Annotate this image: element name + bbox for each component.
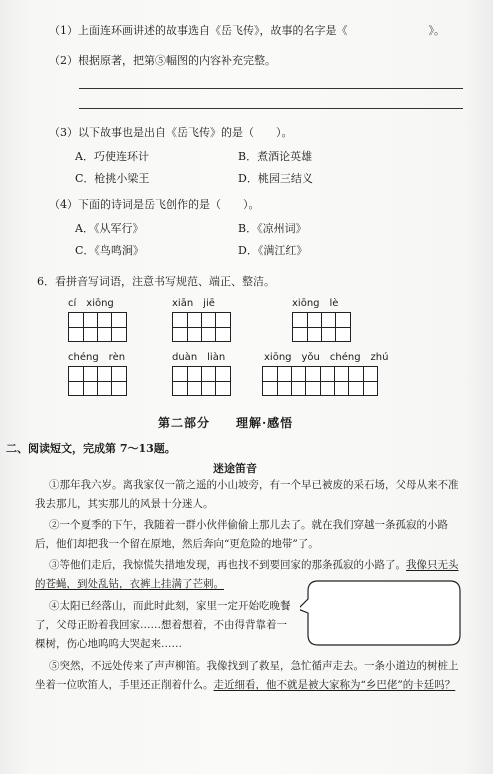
underlined-sentence-2: 走近细看，他不就是被大家称为“乡巴佬”的卡廷吗？ — [213, 679, 456, 691]
pinyin-2: xiān jiē — [172, 298, 215, 309]
char-cell[interactable] — [97, 312, 127, 342]
passage-title: 迷途笛音 — [213, 462, 257, 475]
q3-option-b[interactable]: B．煮酒论英雄 — [238, 150, 313, 163]
q4-option-a[interactable]: A．《从军行》 — [75, 222, 144, 235]
reading-heading: 二、阅读短文，完成第 7～13题。 — [6, 442, 176, 455]
paragraph-3: ③等他们走后，我惊慌失措地发现，再也找不到要回家的那条孤寂的小路了。我像只无头的苍蝇，到处乱钻，衣裤上挂满了芒刺。 — [35, 559, 459, 590]
pinyin-1: cí xiōng — [68, 298, 114, 309]
char-cell[interactable] — [201, 312, 231, 342]
answer-line-2[interactable] — [79, 108, 463, 109]
bubble-outline — [300, 581, 460, 645]
q3-option-a[interactable]: A．巧使连环计 — [75, 150, 149, 163]
pinyin-6: xiōng yǒu chéng zhú — [264, 352, 389, 363]
char-cell[interactable] — [97, 366, 127, 396]
char-grid-3[interactable] — [292, 312, 350, 342]
paragraph-2: ②一个夏季的下午，我随着一群小伙伴偷偷上那儿去了。就在我们穿越一条孤寂的小路后，他们却把我一个留在原地，然后奔向“更危险的地带”了。 — [35, 519, 448, 550]
char-cell[interactable] — [172, 312, 202, 342]
char-grid-4[interactable] — [68, 366, 126, 396]
char-cell[interactable] — [320, 366, 350, 396]
q3-option-d[interactable]: D．桃园三结义 — [238, 172, 313, 185]
question-2: （2）根据原著，把第⑤幅图的内容补充完整。 — [49, 54, 276, 67]
char-grid-6[interactable] — [262, 366, 377, 396]
paragraph-4: ④太阳已经落山，而此时此刻，家里一定开始吃晚餐了，父母正盼着我回家……想着想着，不由得背靠着一棵树，伤心地呜呜大哭起来…… — [35, 600, 291, 650]
char-cell[interactable] — [348, 366, 378, 396]
char-cell[interactable] — [172, 366, 202, 396]
char-grid-1[interactable] — [68, 312, 126, 342]
pinyin-3: xiōng lè — [292, 298, 339, 309]
part-2-title: 第二部分 理解·感悟 — [158, 416, 294, 430]
char-grid-5[interactable] — [172, 366, 230, 396]
paragraph-1: ①那年我六岁。离我家仅一箭之遥的小山坡旁，有一个早已被废的采石场，父母从来不准我去那儿，其实那儿的风景十分迷人。 — [35, 479, 459, 510]
question-4: （4）下面的诗词是岳飞创作的是（ ）。 — [49, 198, 260, 211]
speech-bubble-answer-box[interactable] — [300, 575, 465, 649]
question-3: （3）以下故事也是出自《岳飞传》的是（ ）。 — [49, 126, 293, 139]
paragraph-5: ⑤突然，不远处传来了声声柳笛。我像找到了救星，急忙循声走去。一条小道边的树桩上坐着一位吹笛人，手里还正削着什么。走近细看，他不就是被大家称为“乡巴佬”的卡廷吗？ — [35, 660, 459, 691]
q4-option-d[interactable]: D．《满江红》 — [238, 244, 308, 257]
char-cell[interactable] — [262, 366, 292, 396]
q4-option-c[interactable]: C．《鸟鸣涧》 — [75, 244, 144, 257]
question-6-title: 6．看拼音写词语，注意书写规范、端正、整洁。 — [37, 275, 275, 288]
char-cell[interactable] — [68, 312, 98, 342]
char-cell[interactable] — [68, 366, 98, 396]
question-1: （1）上面连环画讲述的故事选自《岳飞传》，故事的名字是《 》。 — [49, 24, 445, 37]
q3-option-c[interactable]: C．枪挑小梁王 — [75, 172, 150, 185]
char-cell[interactable] — [291, 366, 321, 396]
char-grid-2[interactable] — [172, 312, 230, 342]
char-cell[interactable] — [201, 366, 231, 396]
char-cell[interactable] — [292, 312, 322, 342]
char-cell[interactable] — [321, 312, 351, 342]
underlined-sentence-1: 我像只无头的苍蝇，到处乱钻，衣裤上挂满了芒刺。 — [35, 559, 459, 590]
pinyin-5: duàn liàn — [172, 352, 226, 363]
pinyin-4: chéng rèn — [68, 352, 126, 363]
answer-line-1[interactable] — [79, 88, 463, 89]
q4-option-b[interactable]: B．《凉州词》 — [238, 222, 307, 235]
